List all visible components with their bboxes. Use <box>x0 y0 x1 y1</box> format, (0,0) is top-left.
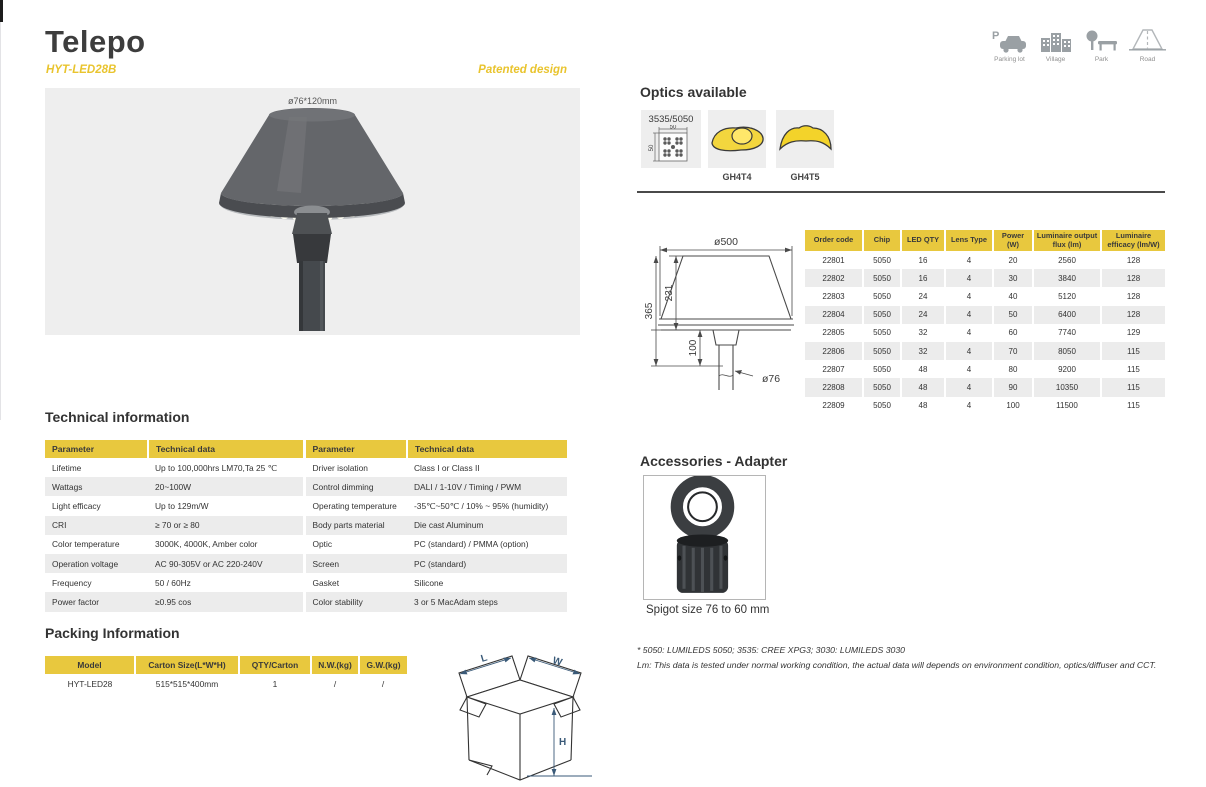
table-cell: 5050 <box>863 397 901 415</box>
table-cell: 128 <box>1101 306 1165 324</box>
table-cell: Up to 129m/W <box>155 500 209 511</box>
svg-text:ø76: ø76 <box>761 373 781 385</box>
table-cell: ≥0.95 cos <box>155 596 192 607</box>
table-row <box>45 535 567 554</box>
lens-label-gh4t5: GH4T5 <box>790 172 820 182</box>
table-cell: 129 <box>1101 324 1165 342</box>
parking-lot-icon <box>991 28 1028 55</box>
table-row <box>45 554 567 573</box>
table-cell: 48 <box>901 397 945 415</box>
table-cell: Operation voltage <box>52 558 119 569</box>
table-cell: 7740 <box>1033 324 1101 342</box>
table-cell: Frequency <box>52 577 92 588</box>
table-cell: 22803 <box>822 292 845 301</box>
table-cell: 4 <box>945 397 993 415</box>
application-parking-lot <box>991 28 1028 63</box>
application-park <box>1083 28 1120 63</box>
column-header: N.W.(kg) <box>311 656 359 674</box>
model-number: HYT-LED28B <box>46 64 117 76</box>
svg-text:100: 100 <box>688 339 699 357</box>
table-cell: 22809 <box>822 401 845 411</box>
table-cell: 4 <box>945 306 993 324</box>
table-cell: 40 <box>993 287 1033 305</box>
column-header: Power (W) <box>993 230 1033 251</box>
spigot-size-caption: Spigot size 76 to 60 mm <box>646 604 770 616</box>
table-cell: 5050 <box>863 342 901 360</box>
table-cell: 48 <box>901 378 945 396</box>
table-cell: 16 <box>901 269 945 287</box>
optics-lens-gh4t5-box <box>776 110 834 168</box>
table-cell: 60 <box>993 324 1033 342</box>
column-header: Parameter <box>45 440 148 458</box>
table-row <box>45 516 567 535</box>
application-icons <box>991 28 1166 63</box>
table-cell: 20~100W <box>155 481 192 492</box>
table-cell: 5050 <box>863 269 901 287</box>
table-cell: 16 <box>901 251 945 269</box>
table-row <box>805 306 1165 324</box>
optics-chip-box <box>641 110 701 168</box>
table-cell: 50 <box>993 306 1033 324</box>
table-cell: Operating temperature <box>304 496 407 515</box>
svg-text:P: P <box>992 30 1000 42</box>
table-cell: DALI / 1-10V / Timing / PWM <box>414 481 522 492</box>
table-cell: 4 <box>945 251 993 269</box>
svg-text:365: 365 <box>644 302 655 320</box>
column-header: Luminaire output flux (lm) <box>1033 230 1101 251</box>
table-cell: 4 <box>945 360 993 378</box>
column-header: G.W.(kg) <box>359 656 407 674</box>
application-label: Road <box>1139 56 1156 63</box>
table-cell: 8050 <box>1033 342 1101 360</box>
table-cell: 5050 <box>863 360 901 378</box>
table-cell: -35℃~50℃ / 10% ~ 95% (humidity) <box>414 500 549 511</box>
table-cell: 3840 <box>1033 269 1101 287</box>
table-cell: Optic <box>304 535 407 554</box>
table-cell: 32 <box>901 324 945 342</box>
gh4t5-beam-icon <box>776 110 834 168</box>
footnote-line: Lm: This data is tested under normal working condition, the actual data will depends on environment condition, optics/diffuser and CCT. <box>637 660 1157 671</box>
table-cell: Light efficacy <box>52 500 101 511</box>
adapter-drawing <box>644 476 763 597</box>
table-cell: 100 <box>993 397 1033 415</box>
road-icon <box>1129 28 1166 55</box>
table-cell: HYT-LED28 <box>67 678 113 689</box>
table-cell: 22804 <box>822 310 845 320</box>
packing-header-row <box>45 656 407 674</box>
table-cell: 4 <box>945 378 993 396</box>
table-cell: Die cast Aluminum <box>414 520 484 531</box>
dimension-drawing <box>643 226 808 398</box>
table-cell: 5050 <box>863 324 901 342</box>
table-cell: Screen <box>304 554 407 573</box>
table-cell: 22806 <box>822 346 845 356</box>
optics-lens-gh4t4-box <box>708 110 766 168</box>
packing-heading: Packing Information <box>45 625 180 641</box>
svg-text:231: 231 <box>664 284 675 302</box>
table-cell: 128 <box>1101 269 1165 287</box>
lens-label-gh4t4: GH4T4 <box>722 172 752 182</box>
table-cell: 9200 <box>1033 360 1101 378</box>
application-village <box>1037 28 1074 63</box>
table-cell: 50 / 60Hz <box>155 577 191 588</box>
table-cell: 4 <box>945 287 993 305</box>
application-label: Parking lot <box>994 56 1025 63</box>
section-divider <box>637 191 1165 193</box>
optics-heading: Optics available <box>640 84 747 100</box>
table-cell: Control dimming <box>304 477 407 496</box>
table-row <box>805 324 1165 342</box>
table-cell: AC 90-305V or AC 220-240V <box>155 558 263 569</box>
order-table-header-row <box>805 230 1165 251</box>
footnote-line: * 5050: LUMILEDS 5050; 3535: CREE XPG3; 3030: LUMILEDS 3030 <box>637 645 906 655</box>
table-row <box>45 592 567 611</box>
table-row <box>805 287 1165 305</box>
table-cell: 22808 <box>822 382 845 392</box>
led-module-diagram <box>641 125 701 167</box>
table-cell: / <box>333 678 337 689</box>
patented-design-label: Patented design <box>478 64 567 76</box>
column-header: Parameter <box>304 440 407 458</box>
svg-text:L: L <box>479 652 489 665</box>
technical-heading: Technical information <box>45 409 190 425</box>
table-row <box>45 496 567 515</box>
application-label: Village <box>1045 56 1066 63</box>
table-cell: CRI <box>52 520 67 531</box>
table-cell: 5050 <box>863 287 901 305</box>
column-header: Carton Size(L*W*H) <box>135 656 239 674</box>
column-header: LED QTY <box>901 230 945 251</box>
table-row <box>45 573 567 592</box>
column-header: Model <box>45 656 135 674</box>
table-cell: Up to 100,000hrs LM70,Ta 25 ℃ <box>155 462 278 473</box>
table-cell: 22807 <box>822 364 845 374</box>
column-header: Lens Type <box>945 230 993 251</box>
application-road <box>1129 28 1166 63</box>
product-photo <box>45 88 580 335</box>
table-row <box>45 674 407 693</box>
park-icon <box>1085 28 1119 55</box>
table-cell: 2560 <box>1033 251 1101 269</box>
table-cell: Wattags <box>52 481 83 492</box>
application-label: Park <box>1094 56 1109 63</box>
table-cell: Gasket <box>304 573 407 592</box>
table-cell: Body parts material <box>304 516 407 535</box>
table-cell: 10350 <box>1033 378 1101 396</box>
table-cell: 30 <box>993 269 1033 287</box>
table-cell: Power factor <box>52 596 100 607</box>
table-row <box>805 269 1165 287</box>
footnotes <box>637 643 1177 673</box>
table-cell: 5050 <box>863 306 901 324</box>
table-cell: 80 <box>993 360 1033 378</box>
svg-text:H: H <box>559 737 567 748</box>
packing-table <box>45 656 407 693</box>
svg-text:W: W <box>551 655 564 669</box>
table-cell: 115 <box>1101 360 1165 378</box>
gh4t4-beam-icon <box>708 110 766 168</box>
table-cell: 5050 <box>863 251 901 269</box>
table-cell: 22805 <box>822 328 845 338</box>
table-row <box>45 458 567 477</box>
adapter-image <box>643 475 766 600</box>
column-header: Chip <box>863 230 901 251</box>
table-row <box>805 397 1165 415</box>
column-header: QTY/Carton <box>239 656 311 674</box>
table-cell: 20 <box>993 251 1033 269</box>
table-cell: 115 <box>1101 342 1165 360</box>
table-cell: 4 <box>945 342 993 360</box>
column-header: Order code <box>805 230 863 251</box>
svg-text:50: 50 <box>669 125 677 131</box>
table-cell: 70 <box>993 342 1033 360</box>
column-header: Luminaire efficacy (lm/W) <box>1101 230 1165 251</box>
lamp-image <box>205 101 420 331</box>
table-cell: 24 <box>901 306 945 324</box>
table-cell: Color stability <box>304 592 407 611</box>
table-cell: PC (standard) / PMMA (option) <box>414 539 529 550</box>
svg-text:50: 50 <box>649 144 655 152</box>
table-cell: 128 <box>1101 251 1165 269</box>
table-cell: 11500 <box>1033 397 1101 415</box>
accessories-heading: Accessories - Adapter <box>640 453 788 469</box>
table-cell: 3 or 5 MacAdam steps <box>414 596 498 607</box>
table-cell: 4 <box>945 324 993 342</box>
table-cell: 3000K, 4000K, Amber color <box>155 539 258 550</box>
table-cell: PC (standard) <box>414 558 467 569</box>
table-row <box>805 342 1165 360</box>
column-header: Technical data <box>407 440 567 458</box>
village-icon <box>1039 28 1073 55</box>
table-cell: 5120 <box>1033 287 1101 305</box>
page-left-border <box>0 0 1 420</box>
table-cell: 90 <box>993 378 1033 396</box>
svg-text:ø500: ø500 <box>714 236 738 248</box>
carton-box-drawing <box>432 642 604 784</box>
table-cell: 24 <box>901 287 945 305</box>
table-cell: 1 <box>272 678 278 689</box>
table-cell: Silicone <box>414 577 444 588</box>
table-row <box>805 378 1165 396</box>
table-cell: 128 <box>1101 287 1165 305</box>
order-table <box>805 230 1165 415</box>
table-cell: 5050 <box>863 378 901 396</box>
page-corner-mark <box>0 0 3 22</box>
table-row <box>805 251 1165 269</box>
technical-table <box>45 440 567 612</box>
page-title: Telepo <box>45 24 146 59</box>
table-cell: 32 <box>901 342 945 360</box>
table-cell: 22801 <box>822 255 845 265</box>
table-cell: 4 <box>945 269 993 287</box>
table-cell: Driver isolation <box>304 458 407 477</box>
table-cell: Class I or Class II <box>414 462 480 473</box>
table-cell: 115 <box>1101 378 1165 396</box>
table-row <box>805 360 1165 378</box>
table-cell: 48 <box>901 360 945 378</box>
technical-header-row <box>45 440 567 458</box>
table-cell: ≥ 70 or ≥ 80 <box>155 520 200 531</box>
table-cell: 22802 <box>822 273 845 283</box>
table-cell: 515*515*400mm <box>155 678 219 689</box>
product-dimension-caption: ø76*120mm <box>287 96 338 106</box>
chip-sizes-label: 3535/5050 <box>648 114 694 125</box>
table-cell: / <box>381 678 385 689</box>
table-cell: 115 <box>1101 397 1165 415</box>
column-header: Technical data <box>148 440 304 458</box>
table-cell: Lifetime <box>52 462 82 473</box>
table-cell: Color temperature <box>52 539 120 550</box>
table-row <box>45 477 567 496</box>
table-cell: 6400 <box>1033 306 1101 324</box>
